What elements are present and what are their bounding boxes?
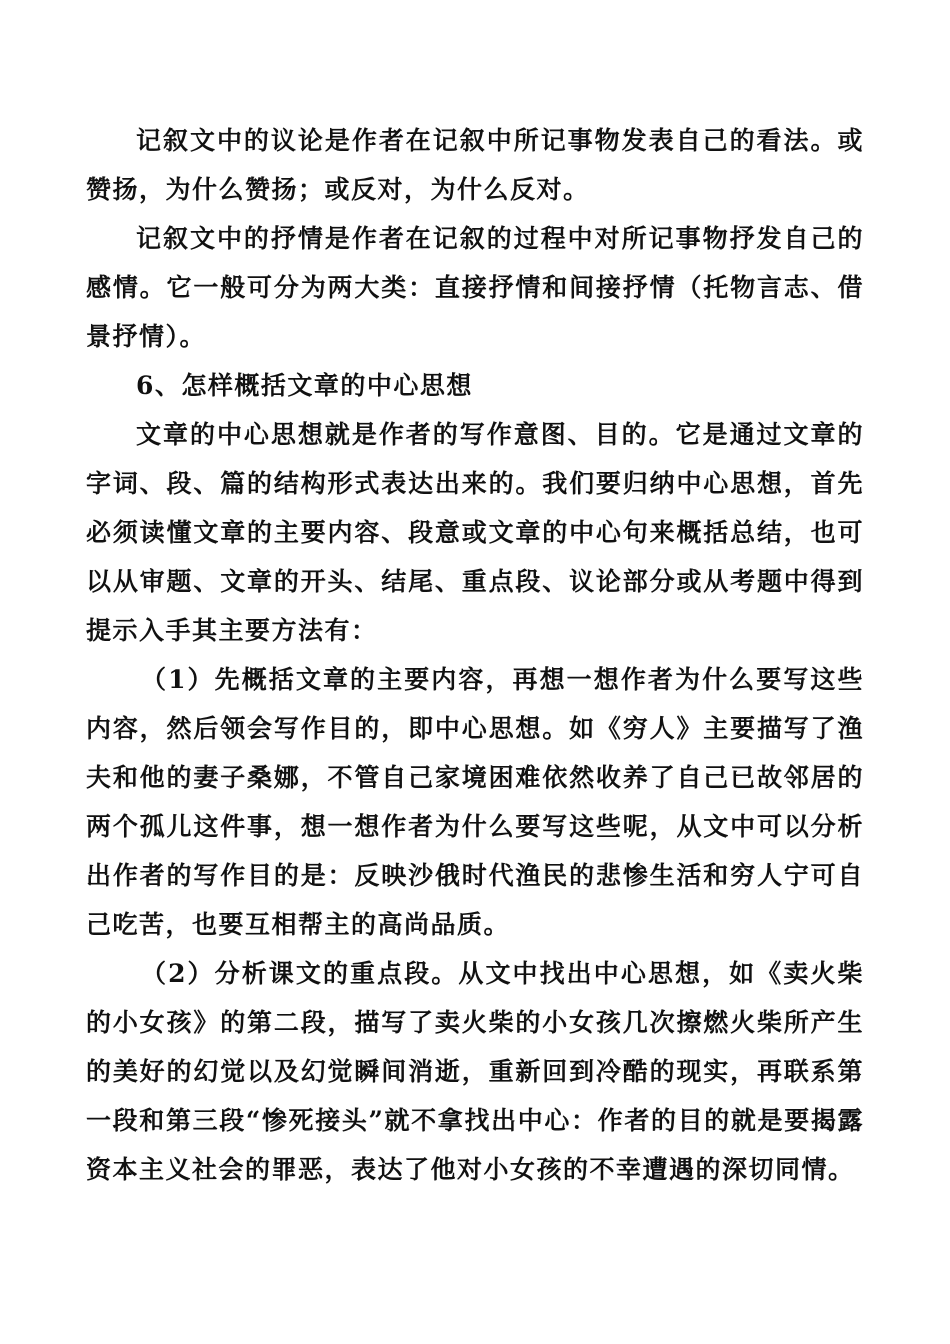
document-body [86,116,864,1194]
paragraph-narrative-discussion: 记叙文中的议论是作者在记叙中所记事物发表自己的看法。或赞扬，为什么赞扬；或反对，为什么反对。 [86,126,864,204]
paragraph-narrative-lyricism: 记叙文中的抒情是作者在记叙的过程中对所记事物抒发自己的感情。它一般可分为两大类：直接抒情和间接抒情（托物言志、借景抒情）。 [86,224,864,351]
paragraph-method-1: （1）先概括文章的主要内容，再想一想作者为什么要写这些内容，然后领会写作目的，即中心思想。如《穷人》主要描写了渔夫和他的妻子桑娜，不管自己家境困难依然收养了自己已故邻居的两个孤儿这件事，想一想作者为什么要写这些呢，从文中可以分析出作者的写作目的是：反映沙俄时代渔民的悲惨生活和穷人宁可自己吃苦，也要互相帮主的高尚品质。 [86,665,864,939]
section-heading-central-idea: 6、怎样概括文章的中心思想 [136,371,473,400]
paragraph-method-2: （2）分析课文的重点段。从文中找出中心思想，如《卖火柴的小女孩》的第二段，描写了卖火柴的小女孩几次擦燃火柴所产生的美好的幻觉以及幻觉瞬间消逝，重新回到冷酷的现实，再联系第一段和第三段“惨死接头”就不拿找出中心：作者的目的就是要揭露资本主义社会的罪恶，表达了他对小女孩的不幸遭遇的深切同情。 [86,959,864,1184]
paragraph-central-idea-intro: 文章的中心思想就是作者的写作意图、目的。它是通过文章的字词、段、篇的结构形式表达出来的。我们要归纳中心思想，首先必须读懂文章的主要内容、段意或文章的中心句来概括总结，也可以从审题、文章的开头、结尾、重点段、议论部分或从考题中得到提示入手其主要方法有： [86,420,864,645]
